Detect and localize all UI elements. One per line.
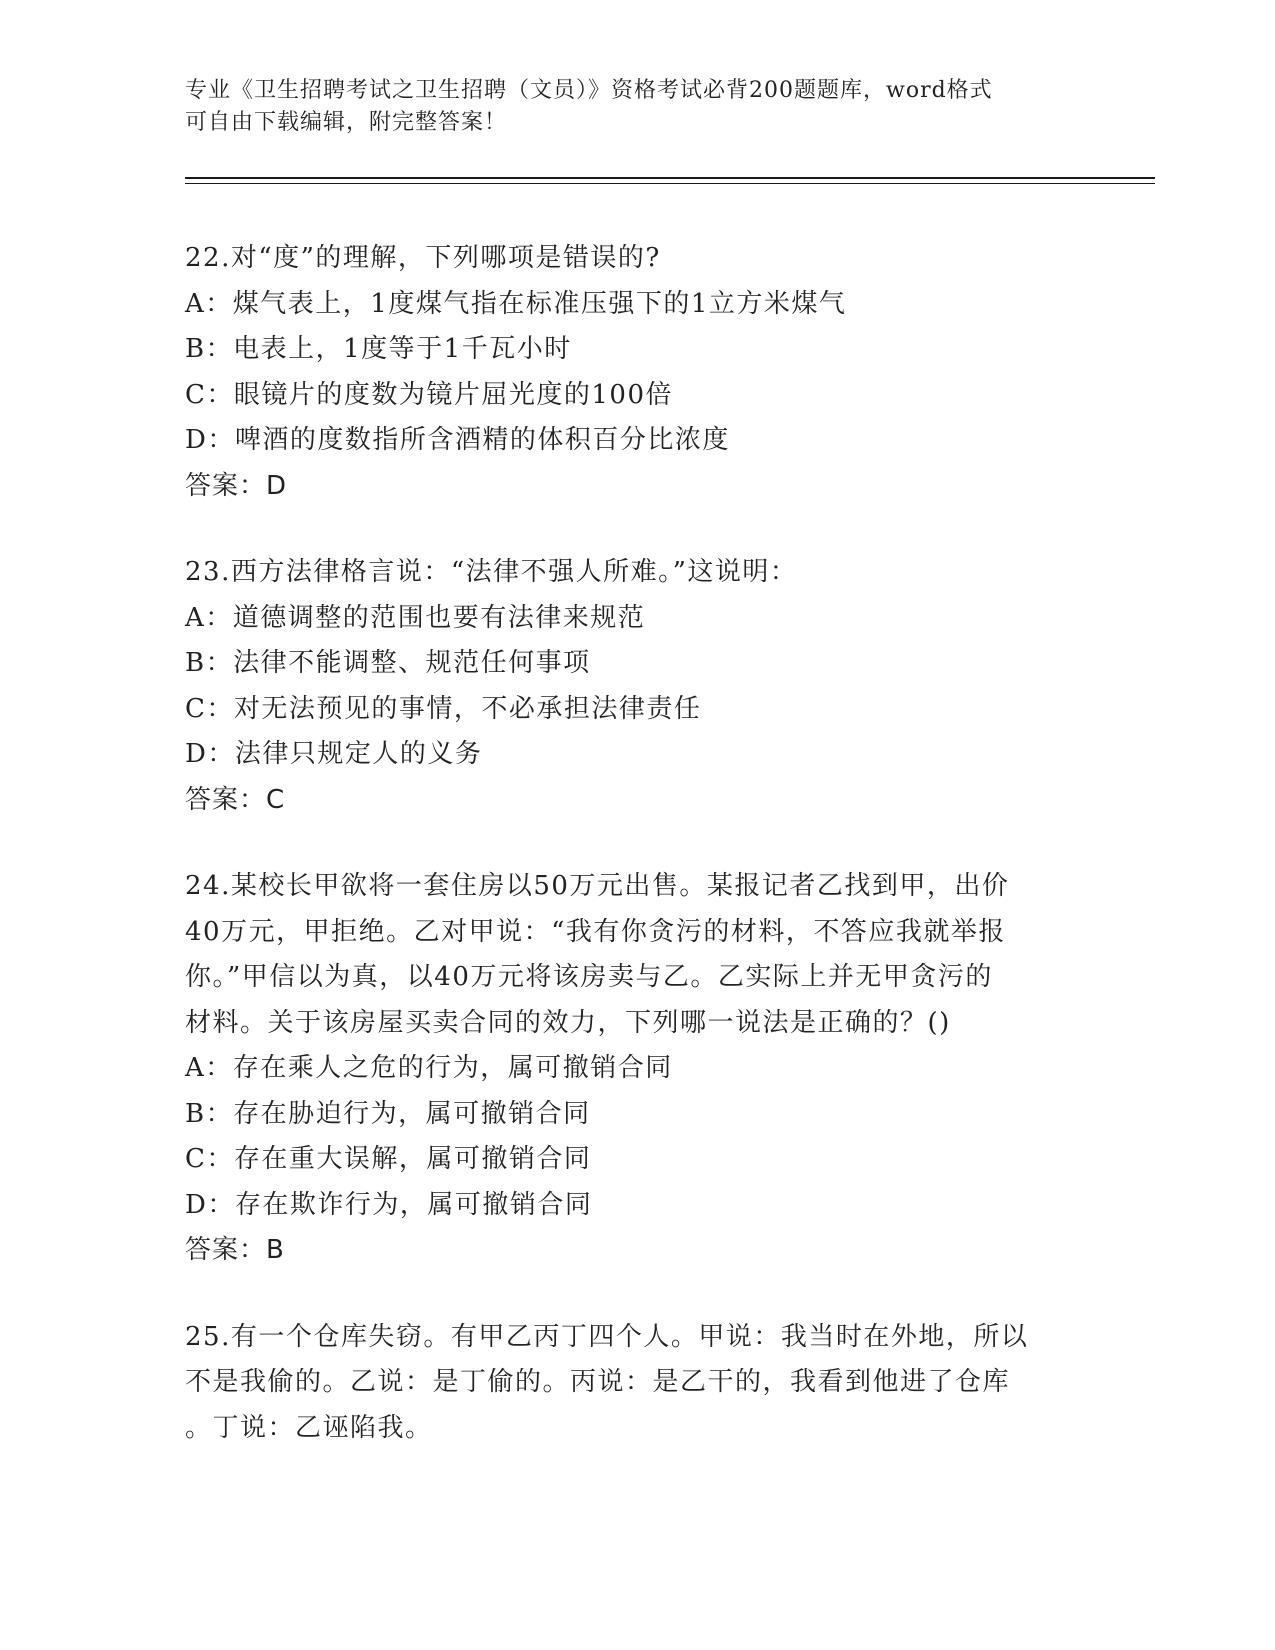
question-24 xyxy=(185,864,1105,1274)
question-23 xyxy=(185,550,1105,823)
question-25 xyxy=(185,1315,1105,1452)
question-stem-line-1: 25.有一个仓库失窃。有甲乙丙丁四个人。甲说：我当时在外地，所以 xyxy=(185,1321,1029,1352)
question-stem: 23.西方法律格言说：“法律不强人所难。”这说明： xyxy=(185,557,798,587)
header-divider-thin xyxy=(185,183,1155,184)
answer-line: 答案：C xyxy=(185,784,286,815)
option-a: A：存在乘人之危的行为，属可撤销合同 xyxy=(185,1053,673,1083)
option-c: C：眼镜片的度数为镜片屈光度的100倍 xyxy=(185,379,674,410)
option-c: C：对无法预见的事情，不必承担法律责任 xyxy=(185,693,702,724)
question-list xyxy=(185,236,1105,1492)
option-a: A：道德调整的范围也要有法律来规范 xyxy=(185,602,646,633)
option-b: B：存在胁迫行为，属可撤销合同 xyxy=(185,1098,591,1129)
answer-line: 答案：B xyxy=(185,1235,285,1265)
document-header xyxy=(185,75,1085,139)
header-line-2: 可自由下载编辑，附完整答案！ xyxy=(185,110,508,135)
answer-line: 答案：D xyxy=(185,470,288,501)
question-22 xyxy=(185,236,1105,509)
option-d: D：存在欺诈行为，属可撤销合同 xyxy=(185,1189,593,1220)
option-b: B：法律不能调整、规范任何事项 xyxy=(185,648,591,678)
question-stem-line-2: 不是我偷的。乙说：是丁偷的。丙说：是乙干的，我看到他进了仓库 xyxy=(185,1367,1011,1397)
option-c: C：存在重大误解，属可撤销合同 xyxy=(185,1144,592,1174)
question-stem-line-3: 你。”甲信以为真，以40万元将该房卖与乙。乙实际上并无甲贪污的 xyxy=(185,962,993,992)
question-stem-line-4: 材料。关于该房屋买卖合同的效力，下列哪一说法是正确的？() xyxy=(185,1007,951,1038)
option-b: B：电表上，1度等于1千瓦小时 xyxy=(185,334,572,364)
question-stem-line-2: 40万元，甲拒绝。乙对甲说：“我有你贪污的材料，不答应我就举报 xyxy=(185,916,1006,947)
option-a: A：煤气表上，1度煤气指在标准压强下的1立方米煤气 xyxy=(185,288,847,319)
question-stem-line-1: 24.某校长甲欲将一套住房以50万元出售。某报记者乙找到甲，出价 xyxy=(185,871,1010,901)
question-stem-line-3: 。丁说：乙诬陷我。 xyxy=(185,1412,433,1443)
option-d: D：法律只规定人的义务 xyxy=(185,739,483,769)
option-d: D：啤酒的度数指所含酒精的体积百分比浓度 xyxy=(185,425,730,455)
question-stem: 22.对“度”的理解，下列哪项是错误的? xyxy=(185,243,661,273)
header-divider-thick xyxy=(185,177,1155,179)
header-line-1: 专业《卫生招聘考试之卫生招聘（文员）》资格考试必背200题题库，word格式 xyxy=(185,78,993,103)
